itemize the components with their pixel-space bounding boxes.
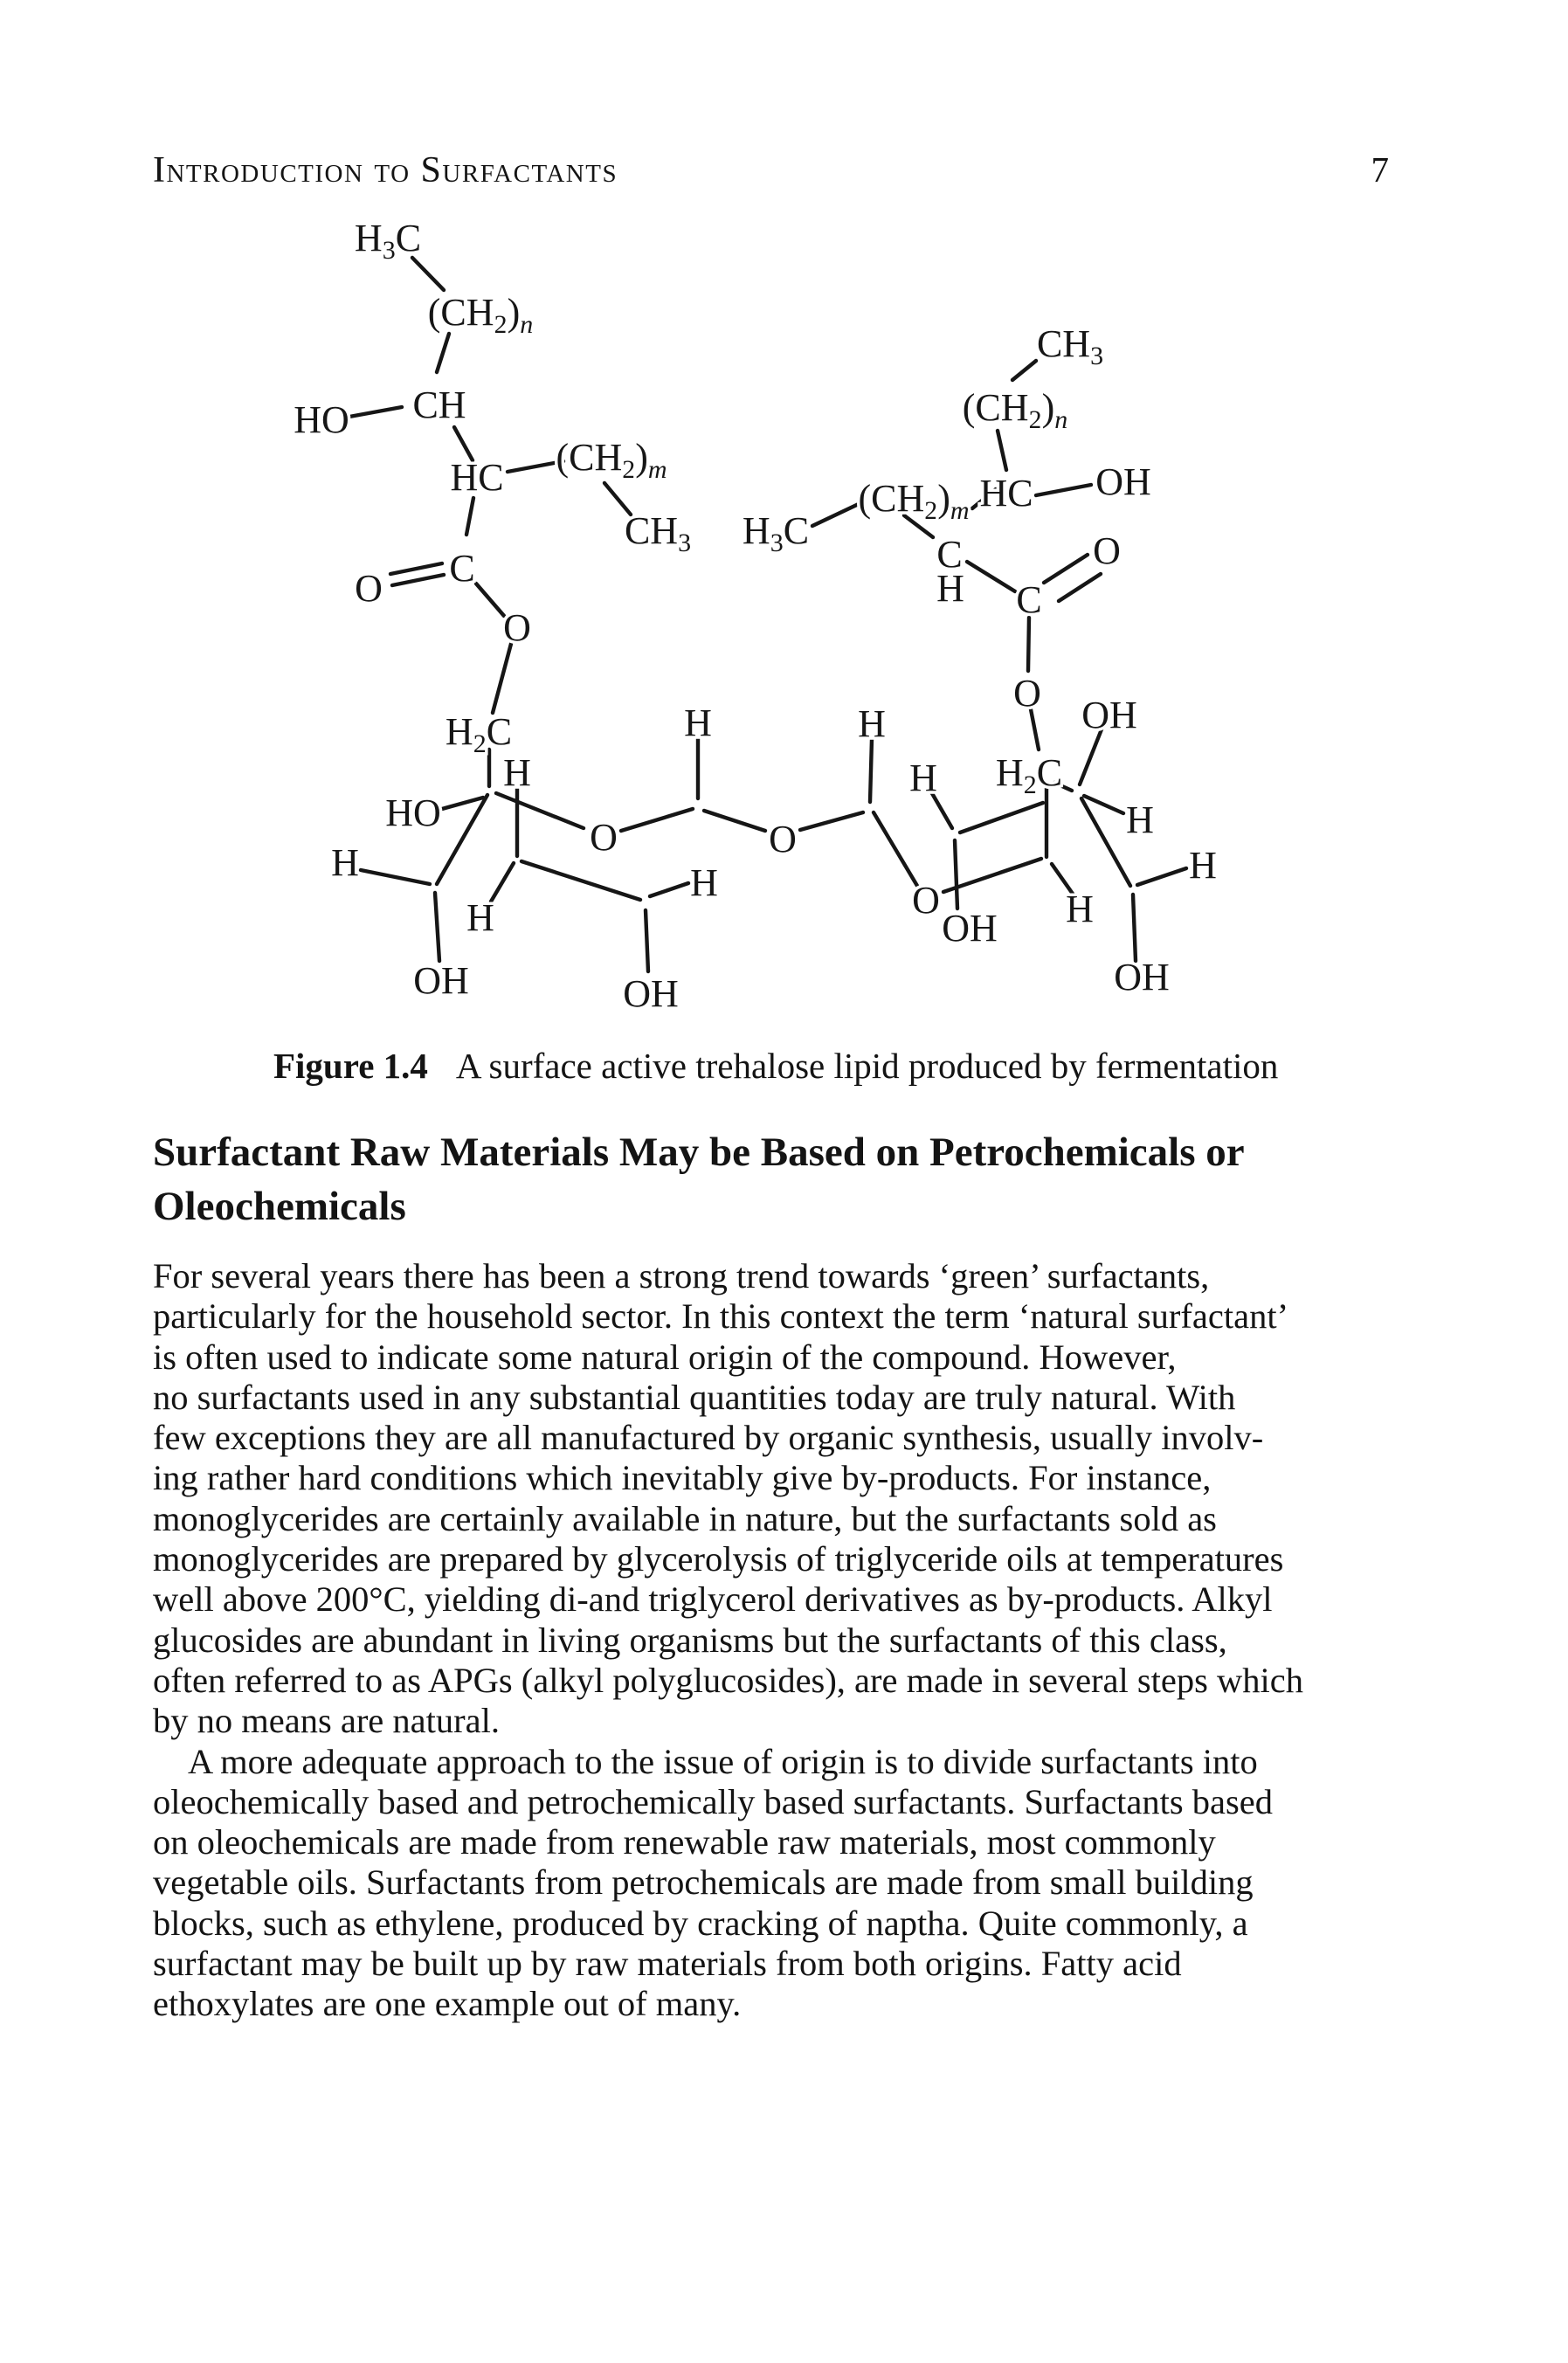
atom-label: $(CH_2)_m$ [858, 477, 970, 525]
atom-label: OH [942, 907, 998, 950]
body-line: blocks, such as ethylene, produced by cracking of naptha. Quite commonly, a [153, 1903, 1248, 1943]
bond-line [466, 498, 473, 535]
bond-line [955, 840, 957, 909]
atom-label: H [690, 861, 718, 904]
bond-line [390, 563, 442, 574]
section-heading [153, 1125, 1402, 1233]
body-line: is often used to indicate some natural origin of the compound. However, [153, 1337, 1177, 1377]
atom-label: H [684, 701, 712, 744]
body-line: no surfactants used in any substantial quantities today are truly natural. With [153, 1377, 1236, 1417]
atom-label: $(CH_2)_n$ [962, 386, 1068, 434]
atom-label: $CH_3$ [1036, 322, 1104, 370]
atom-label: $H_2C$ [995, 751, 1063, 799]
bond-line [493, 644, 511, 713]
bond-line [349, 407, 402, 417]
bond-line [1036, 485, 1091, 495]
bond-line [1028, 618, 1029, 671]
atom-label: O [769, 818, 797, 860]
atom-label: HC [450, 456, 504, 499]
atom-label: OH [1081, 694, 1137, 736]
figure-caption-label: Figure 1.4 [273, 1046, 428, 1086]
bond-line [1080, 729, 1102, 784]
body-text [153, 1256, 1389, 2025]
atom-label: OH [413, 959, 469, 1002]
bond-line [1059, 574, 1101, 601]
bond-line [943, 859, 1041, 892]
atom-label: HO [385, 791, 441, 834]
body-line: particularly for the household sector. In this context the term ‘natural surfactant’ [153, 1296, 1289, 1337]
body-line: few exceptions they are all manufactured by organic synthesis, usually involv- [153, 1418, 1264, 1458]
bond-line [476, 584, 504, 616]
atom-label: O [912, 879, 940, 922]
section-heading-line: Oleochemicals [153, 1184, 406, 1229]
atom-label: H [503, 751, 531, 794]
atom-label: HO [294, 398, 349, 441]
bond-line [361, 870, 430, 884]
bond-line [522, 861, 640, 900]
atom-label: H [936, 567, 964, 610]
atom-label: $H_3C$ [742, 509, 810, 557]
bond-line [496, 793, 584, 828]
atom-label: CH [412, 383, 466, 426]
atom-label: H [909, 757, 937, 799]
body-line: monoglycerides are certainly available in nature, but the surfactants sold as [153, 1498, 1217, 1538]
atom-label: C [936, 533, 963, 576]
atom-label: O [503, 606, 531, 649]
atom-label: O [590, 816, 618, 859]
bond-line [646, 910, 648, 971]
bond-line [1044, 555, 1088, 583]
body-line: ing rather hard conditions which inevitably give by-products. For instance, [153, 1458, 1212, 1498]
bond-line [870, 739, 872, 802]
atom-label: H [466, 896, 494, 939]
body-line: glucosides are abundant in living organisms but the surfactants of this class, [153, 1620, 1227, 1660]
bond-line [435, 893, 439, 961]
bond-line [650, 883, 688, 896]
bond-line [412, 258, 444, 290]
body-line: For several years there has been a strong trend towards ‘green’ surfactants, [153, 1256, 1210, 1296]
body-line: well above 200°C, yielding di-and triglycerol derivatives as by-products. Alkyl [153, 1579, 1273, 1620]
body-line: vegetable oils. Surfactants from petrochemicals are made from small building [153, 1862, 1254, 1903]
bond-line [704, 811, 765, 831]
bond-line [967, 562, 1015, 591]
body-line: often referred to as APGs (alkyl polyglucosides), are made in several steps which [153, 1660, 1303, 1700]
page-number: 7 [1371, 149, 1389, 190]
bond-line [442, 798, 483, 809]
atom-label: HC [979, 472, 1033, 515]
atom-label: H [858, 702, 886, 745]
bond-line [392, 575, 444, 585]
body-line: ethoxylates are one example out of many. [153, 1984, 742, 2024]
atom-label: OH [623, 972, 679, 1015]
figure-caption-text: A surface active trehalose lipid produced by fermentation [455, 1046, 1279, 1086]
atom-label: OH [1114, 956, 1170, 998]
atom-label: $CH_3$ [624, 509, 692, 557]
body-line: oleochemically based and petrochemically based surfactants. Surfactants based [153, 1781, 1273, 1821]
atom-label: $(CH_2)_n$ [427, 291, 534, 339]
bond-line [1137, 868, 1186, 885]
body-line: on oleochemicals are made from renewable raw materials, most commonly [153, 1822, 1216, 1862]
bond-line [491, 863, 514, 902]
bond-line [1012, 361, 1036, 380]
body-line: monoglycerides are prepared by glycerolysis of triglyceride oils at temperatures [153, 1539, 1284, 1579]
figure-caption [273, 1045, 1409, 1087]
atom-label: O [1013, 672, 1041, 715]
bond-line [800, 812, 863, 830]
bond-line [998, 431, 1006, 470]
bond-line [437, 334, 449, 372]
bond-line [960, 803, 1043, 833]
atom-label: C [1016, 578, 1042, 621]
atom-label: H [1189, 844, 1217, 887]
body-line: A more adequate approach to the issue of origin is to divide surfactants into [188, 1741, 1258, 1781]
trehalose-lipid-structure [0, 0, 1568, 1031]
bond-line [508, 461, 563, 472]
running-title: Introduction to Surfactants [153, 150, 618, 190]
atom-label: $(CH_2)_m$ [556, 436, 667, 484]
atom-label: OH [1095, 460, 1151, 503]
body-line: surfactant may be built up by raw materials from both origins. Fatty acid [153, 1944, 1182, 1984]
atom-label: $H_2C$ [445, 710, 513, 758]
atom-label: H [1126, 798, 1154, 841]
section-heading-line: Surfactant Raw Materials May be Based on Petrochemicals or [153, 1130, 1245, 1175]
atom-label: H [331, 841, 359, 884]
bond-line [874, 812, 917, 886]
atom-label: C [449, 547, 475, 590]
body-line: by no means are natural. [153, 1701, 500, 1741]
bond-line [1133, 895, 1136, 961]
atom-label: O [1093, 529, 1121, 572]
bond-line [812, 502, 862, 526]
atom-label: $H_3C$ [354, 217, 422, 265]
bond-line [621, 809, 693, 831]
atom-label: H [1066, 888, 1094, 930]
bond-line [1031, 709, 1039, 750]
atom-label: O [355, 567, 383, 610]
